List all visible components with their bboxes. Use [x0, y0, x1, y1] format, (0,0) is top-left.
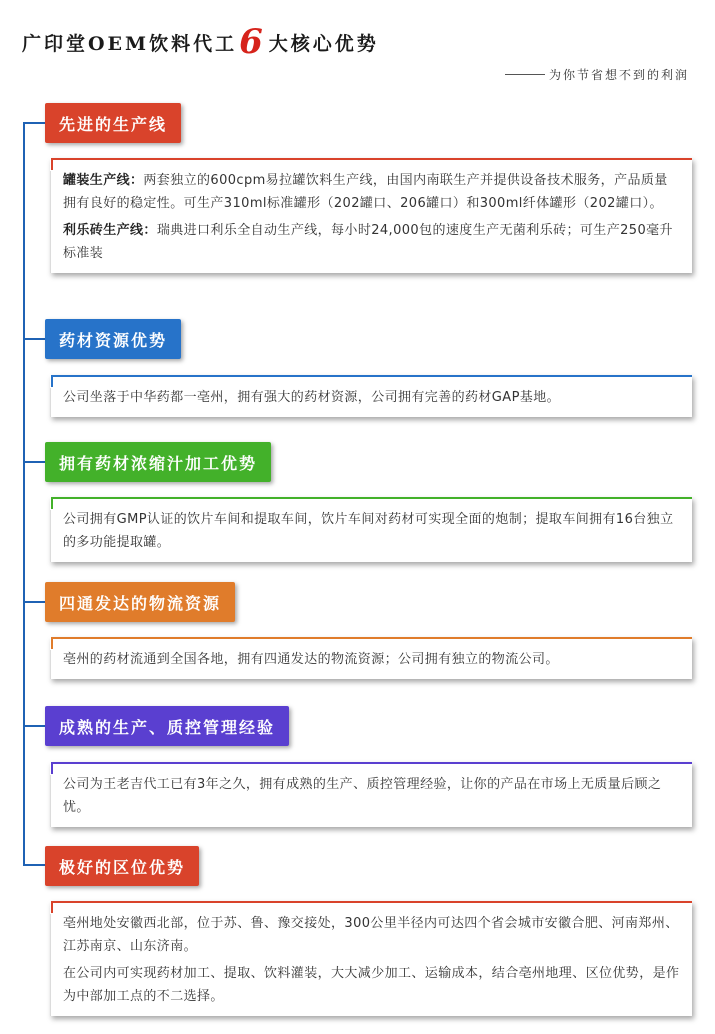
title-prefix: 广印堂OEM饮料代工: [22, 32, 238, 55]
timeline-tick: [23, 864, 45, 866]
timeline-tick: [23, 601, 45, 603]
subtitle-block: [505, 66, 689, 83]
timeline-tick: [23, 338, 45, 340]
section-heading-production-line: 先进的生产线: [45, 103, 181, 143]
paragraph: [63, 508, 680, 554]
paragraph-text: 公司拥有GMP认证的饮片车间和提取车间，饮片车间对药材可实现全面的炮制；提取车间拥有16台独立的多功能提取罐。: [63, 512, 674, 550]
timeline-line: [23, 124, 25, 866]
section-box-management-experience: [50, 762, 692, 827]
paragraph: [63, 386, 680, 409]
paragraph: [63, 169, 680, 215]
subtitle: 为你节省想不到的利润: [548, 68, 689, 82]
box-corner-mark: [51, 903, 53, 913]
title-number: 6: [239, 22, 263, 62]
paragraph: [63, 912, 680, 958]
paragraph-text: 在公司内可实现药材加工、提取、饮料灌装，大大减少加工、运输成本，结合亳州地理、区位优势，是作为中部加工点的不二选择。: [63, 966, 680, 1004]
section-heading-management-experience: 成熟的生产、质控管理经验: [45, 706, 289, 746]
timeline-tick: [23, 122, 45, 124]
paragraph: [63, 219, 680, 265]
section-box-herb-resources: [50, 375, 692, 417]
section-heading-location: 极好的区位优势: [45, 846, 199, 886]
paragraph-text: 公司为王老吉代工已有3年之久，拥有成熟的生产、质控管理经验，让你的产品在市场上无质量后顾之忧。: [63, 777, 662, 815]
paragraph: [63, 962, 680, 1008]
box-corner-mark: [51, 377, 53, 387]
timeline-tick: [23, 461, 45, 463]
box-corner-mark: [51, 499, 53, 509]
paragraph-text: 亳州地处安徽西北部，位于苏、鲁、豫交接处，300公里半径内可达四个省会城市安徽合肥、河南郑州、江苏南京、山东济南。: [63, 916, 679, 954]
timeline-tick: [23, 725, 45, 727]
paragraph-text: 亳州的药材流通到全国各地，拥有四通发达的物流资源；公司拥有独立的物流公司。: [63, 652, 559, 667]
title-suffix: 大核心优势: [268, 32, 379, 55]
paragraph-text: 公司坐落于中华药都一亳州，拥有强大的药材资源，公司拥有完善的药材GAP基地。: [63, 390, 561, 405]
section-heading-logistics: 四通发达的物流资源: [45, 582, 235, 622]
paragraph-label: 利乐砖生产线：: [63, 223, 157, 238]
paragraph: [63, 648, 680, 671]
box-corner-mark: [51, 160, 53, 170]
section-heading-concentrate-processing: 拥有药材浓缩汁加工优势: [45, 442, 271, 482]
section-box-logistics: [50, 637, 692, 679]
box-corner-mark: [51, 764, 53, 774]
paragraph-label: 罐装生产线：: [63, 173, 144, 188]
section-box-location: [50, 901, 692, 1016]
subtitle-dash: [505, 74, 545, 75]
paragraph-text: 两套独立的600cpm易拉罐饮料生产线，由国内南联生产并提供设备技术服务，产品质量拥有良好的稳定性。可生产310ml标准罐形（202罐口、206罐口）和300ml纤体罐形（202罐口）。: [63, 173, 668, 211]
section-box-concentrate-processing: [50, 497, 692, 562]
section-heading-herb-resources: 药材资源优势: [45, 319, 181, 359]
paragraph: [63, 773, 680, 819]
page-title: [22, 22, 379, 62]
section-box-production-line: [50, 158, 692, 273]
paragraph-text: 瑞典进口利乐全自动生产线，每小时24,000包的速度生产无菌利乐砖；可生产250毫升标准装: [63, 223, 673, 261]
box-corner-mark: [51, 639, 53, 649]
